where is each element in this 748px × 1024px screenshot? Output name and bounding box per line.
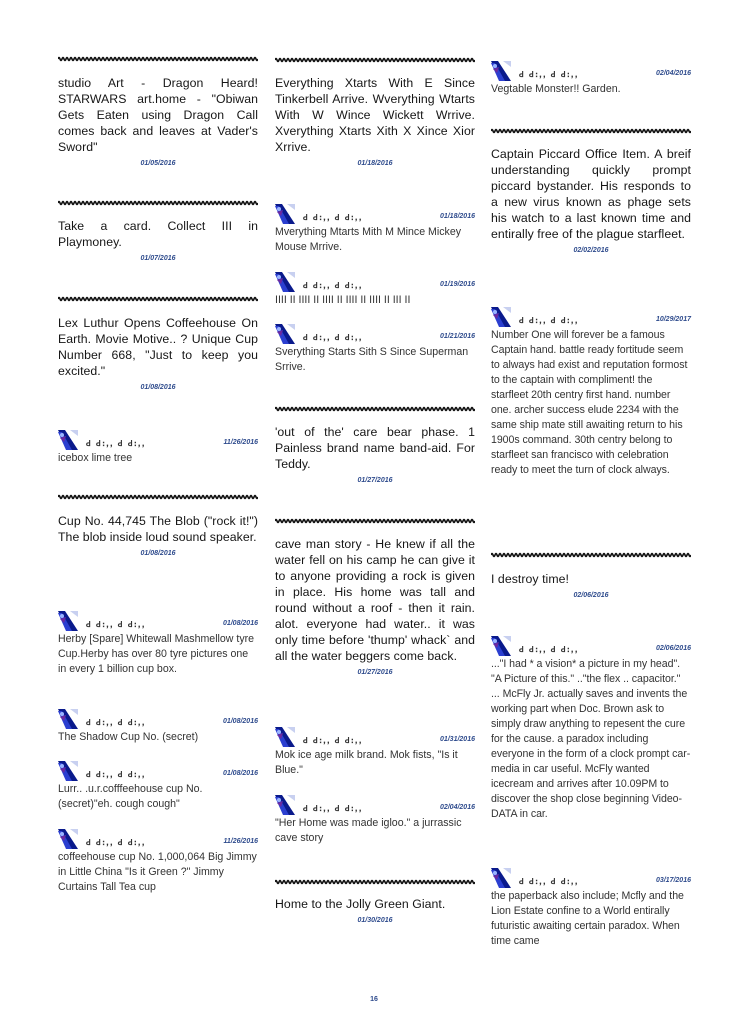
comment	[58, 430, 258, 466]
avatar-icon	[491, 61, 511, 81]
avatar-icon	[275, 204, 295, 224]
post	[58, 75, 258, 167]
comment-text: The Shadow Cup No. (secret)	[58, 731, 199, 743]
commenter-name[interactable]: ꓒ ꓒꓽꓹꓹ ꓒ ꓒꓽꓹꓹ	[86, 718, 146, 727]
commenter-name[interactable]: ꓒ ꓒꓽꓹꓹ ꓒ ꓒꓽꓹꓹ	[303, 333, 363, 342]
comment-date: 10/29/2017	[655, 316, 691, 323]
comment-text: icebox lime tree	[58, 452, 133, 464]
avatar-icon	[58, 430, 78, 450]
comment	[491, 307, 691, 478]
avatar[interactable]	[491, 636, 511, 656]
post-text: I destroy time!	[491, 572, 569, 586]
post-text: Take a card. Collect III in Playmoney.	[58, 219, 258, 249]
comment-header	[491, 868, 691, 888]
comment	[58, 829, 258, 895]
post	[58, 218, 258, 262]
comment-header	[275, 324, 475, 344]
post	[491, 571, 691, 599]
comment-header	[275, 272, 475, 292]
post-date: 01/08/2016	[140, 550, 176, 557]
comment	[275, 795, 475, 846]
commenter-name[interactable]: ꓒ ꓒꓽꓹꓹ ꓒ ꓒꓽꓹꓹ	[303, 281, 363, 290]
comment-text: Mverything Mtarts Mith M Mince Mickey Mouse Mrrive.	[275, 226, 462, 253]
comment-text: Lurr.. .u.r.cofffeehouse cup No. (secret)"eh. cough cough"	[58, 783, 203, 810]
comment	[275, 272, 475, 308]
post	[58, 315, 258, 391]
avatar[interactable]	[58, 829, 78, 849]
post	[275, 424, 475, 484]
avatar[interactable]	[58, 761, 78, 781]
comment-date: 03/17/2016	[655, 877, 691, 884]
avatar[interactable]	[491, 868, 511, 888]
wave-divider	[58, 54, 258, 64]
comment-date: 11/26/2016	[223, 439, 258, 446]
post-text: Everything Xtarts With E Since Tinkerbell Arrive. Wverything Wtarts With W Wince Wickett Wrrive. Xverything Xtarts Xith X Xince Xior Xrrive.	[275, 76, 475, 154]
commenter-name[interactable]: ꓒ ꓒꓽꓹꓹ ꓒ ꓒꓽꓹꓹ	[519, 877, 579, 886]
avatar[interactable]	[58, 611, 78, 631]
post	[275, 75, 475, 167]
commenter-name[interactable]: ꓒ ꓒꓽꓹꓹ ꓒ ꓒꓽꓹꓹ	[519, 316, 579, 325]
comment	[491, 61, 691, 97]
comment-date: 02/04/2016	[655, 70, 691, 77]
comment	[275, 727, 475, 778]
commenter-name[interactable]: ꓒ ꓒꓽꓹꓹ ꓒ ꓒꓽꓹꓹ	[86, 838, 146, 847]
post-text: 'out of the' care bear phase. 1 Painless brand name band-aid. For Teddy.	[275, 425, 475, 471]
comment-text: Mok ice age milk brand. Mok fists, "Is it Blue."	[275, 749, 458, 776]
comment-text: coffeehouse cup No. 1,000,064 Big Jimmy in Little China "Is it Green ?" Jimmy Curtains Tall Tea cup	[58, 851, 257, 893]
avatar-icon	[275, 727, 295, 747]
avatar[interactable]	[491, 61, 511, 81]
avatar-icon	[491, 868, 511, 888]
comment-header	[58, 709, 258, 729]
commenter-name[interactable]: ꓒ ꓒꓽꓹꓹ ꓒ ꓒꓽꓹꓹ	[303, 736, 363, 745]
comment-date: 01/18/2016	[439, 213, 475, 220]
commenter-name[interactable]: ꓒ ꓒꓽꓹꓹ ꓒ ꓒꓽꓹꓹ	[303, 804, 363, 813]
wave-divider	[275, 404, 475, 414]
post-text: cave man story - He knew if all the water fell on his camp he can give it to anyone providing a rock is given in place. His home was tall and round without a roof - then it rain. alot. everyone had water.. it was only time before 'thump' whack` and all the water beggers come back.	[275, 537, 475, 663]
post	[491, 146, 691, 254]
comment-date: 01/08/2016	[222, 718, 258, 725]
comment	[491, 868, 691, 949]
post-date: 02/06/2016	[573, 592, 609, 599]
comment-text: IIII II IIII II IIII II IIII II IIII II III II	[275, 294, 411, 306]
commenter-name[interactable]: ꓒ ꓒꓽꓹꓹ ꓒ ꓒꓽꓹꓹ	[86, 770, 146, 779]
post-date: 01/05/2016	[140, 160, 176, 167]
comment-text: Herby [Spare] Whitewall Mashmellow tyre Cup.Herby has over 80 tyre pictures one in every 1 billion cup box.	[58, 633, 255, 675]
post-text: Lex Luthur Opens Coffeehouse On Earth. Movie Motive.. ? Unique Cup Number 668, "Just to keep you excited."	[58, 316, 258, 378]
avatar-icon	[58, 709, 78, 729]
avatar-icon	[491, 636, 511, 656]
comment	[491, 636, 691, 822]
commenter-name[interactable]: ꓒ ꓒꓽꓹꓹ ꓒ ꓒꓽꓹꓹ	[86, 439, 146, 448]
comment-header	[491, 61, 691, 81]
post-text: Cup No. 44,745 The Blob ("rock it!") The blob inside loud sound speaker.	[58, 514, 258, 544]
comment-header	[491, 307, 691, 327]
post-date: 01/27/2016	[357, 669, 393, 676]
post-date: 01/08/2016	[140, 384, 176, 391]
commenter-name[interactable]: ꓒ ꓒꓽꓹꓹ ꓒ ꓒꓽꓹꓹ	[86, 620, 146, 629]
avatar-icon	[58, 829, 78, 849]
comment	[58, 709, 258, 745]
post-text: Captain Piccard Office Item. A breif understanding quickly prompt piccard bystander. His responds to a new virus known as phage sets his watch to a last known time and entirally free of the plague starfleet.	[491, 147, 691, 241]
comment-text: Number One will forever be a famous Captain hand. battle ready fortitude seem to always had exist and reputation formost to the captain with compliment! the starfleet 20th centry first hand. number one. archer success elude 2234 with the same ship mate still awaiting return to his 1900s command. 30th centry belong to starfleet san francisco with celebration ready to meet the turn of clock always.	[491, 329, 688, 476]
post-date: 01/07/2016	[140, 255, 176, 262]
avatar-icon	[275, 795, 295, 815]
post-date: 01/27/2016	[357, 477, 393, 484]
commenter-name[interactable]: ꓒ ꓒꓽꓹꓹ ꓒ ꓒꓽꓹꓹ	[519, 70, 579, 79]
commenter-name[interactable]: ꓒ ꓒꓽꓹꓹ ꓒ ꓒꓽꓹꓹ	[519, 645, 579, 654]
comment-text: Vegtable Monster!! Garden.	[491, 83, 621, 95]
comment-date: 01/21/2016	[439, 333, 475, 340]
avatar-icon	[58, 611, 78, 631]
avatar[interactable]	[275, 324, 295, 344]
avatar-icon	[275, 324, 295, 344]
comment-date: 01/08/2016	[222, 620, 258, 627]
comment-header	[58, 430, 258, 450]
avatar[interactable]	[58, 709, 78, 729]
avatar[interactable]	[275, 795, 295, 815]
post-date: 02/02/2016	[573, 247, 609, 254]
comment-date: 01/31/2016	[439, 736, 475, 743]
comment-date: 02/06/2016	[655, 645, 691, 652]
comment	[275, 324, 475, 375]
avatar[interactable]	[58, 430, 78, 450]
wave-divider	[275, 877, 475, 887]
post	[275, 896, 475, 924]
comment-header	[58, 829, 258, 849]
comment-date: 02/04/2016	[439, 804, 475, 811]
avatar[interactable]	[491, 307, 511, 327]
post	[58, 513, 258, 557]
comment-date: 11/26/2016	[223, 838, 258, 845]
comment-header	[491, 636, 691, 656]
wave-divider	[275, 55, 475, 65]
comment-date: 01/08/2016	[222, 770, 258, 777]
comment-header	[275, 795, 475, 815]
avatar-icon	[491, 307, 511, 327]
wave-divider	[275, 516, 475, 526]
comment-text: "Her Home was made igloo." a jurrassic cave story	[275, 817, 462, 844]
comment-header	[275, 727, 475, 747]
wave-divider	[58, 492, 258, 502]
avatar[interactable]	[275, 272, 295, 292]
avatar[interactable]	[275, 204, 295, 224]
wave-divider	[58, 198, 258, 208]
avatar[interactable]	[275, 727, 295, 747]
comment	[58, 761, 258, 812]
post-text: studio Art - Dragon Heard! STARWARS art.home - "Obiwan Gets Eaten using Dragon Call comes back and leaves at Vader's Sword"	[58, 76, 258, 154]
wave-divider	[491, 550, 691, 560]
post	[275, 536, 475, 676]
comment-header	[275, 204, 475, 224]
commenter-name[interactable]: ꓒ ꓒꓽꓹꓹ ꓒ ꓒꓽꓹꓹ	[303, 213, 363, 222]
comment-date: 01/19/2016	[439, 281, 475, 288]
comment-header	[58, 611, 258, 631]
comment-header	[58, 761, 258, 781]
comment-text: the paperback also include; Mcfly and the Lion Estate confine to a World entirally futuristic awaiting certain paradox. When time came	[491, 890, 684, 947]
page-number: 16	[370, 996, 378, 1003]
wave-divider	[58, 294, 258, 304]
comment-text: ..."I had * a vision* a picture in my head". "A Picture of this." .."the flex .. capacitor." ... McFly Jr. actually saves and invents the working part when Doc. Brown ask to simply draw anything to repesent the cure for the cause. a paradox including everyone in the form of a clock prompt car-media in car useful. McFly wanted icecream and arrives after 10.09PM to discover the shop close beginning Video-DATA in car.	[491, 658, 691, 820]
post-text: Home to the Jolly Green Giant.	[275, 897, 446, 911]
post-date: 01/18/2016	[357, 160, 393, 167]
post-date: 01/30/2016	[357, 917, 393, 924]
comment-text: Sverything Starts Sith S Since Superman Srrive.	[275, 346, 469, 373]
comment	[275, 204, 475, 255]
wave-divider	[491, 126, 691, 136]
avatar-icon	[275, 272, 295, 292]
comment	[58, 611, 258, 677]
avatar-icon	[58, 761, 78, 781]
